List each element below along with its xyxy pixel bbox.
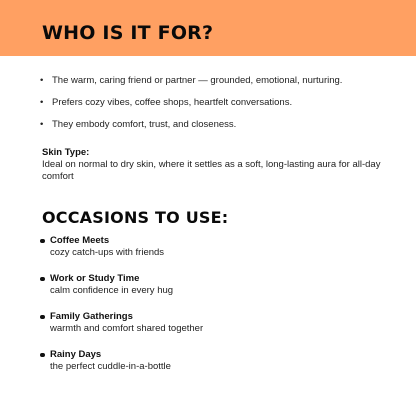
audience-item-text: Prefers cozy vibes, coffee shops, heartfelt conversations. — [52, 97, 293, 108]
audience-item-text: The warm, caring friend or partner — grounded, emotional, nurturing. — [52, 75, 343, 86]
bullet-dot-icon — [40, 315, 45, 320]
list-item — [40, 75, 380, 87]
bullet-icon: • — [40, 75, 44, 86]
bullet-icon: • — [40, 119, 44, 130]
occasion-description: calm confidence in every hug — [50, 285, 174, 296]
bullet-dot-icon — [40, 353, 45, 358]
occasion-name: Work or Study Time — [50, 273, 140, 284]
occasion-item — [40, 349, 380, 373]
occasion-item — [40, 235, 380, 259]
skin-type-description: Ideal on normal to dry skin, where it settles as a soft, long-lasting aura for all-day comfort — [42, 159, 381, 182]
occasion-item — [40, 273, 380, 297]
occasions-title: OCCASIONS TO USE: — [42, 208, 229, 227]
occasion-description: cozy catch-ups with friends — [50, 247, 165, 258]
list-item — [40, 97, 380, 109]
occasion-name: Family Gatherings — [50, 311, 133, 322]
occasion-item — [40, 311, 380, 335]
skin-type-section — [42, 147, 382, 183]
occasions-list — [40, 235, 380, 387]
audience-item-text: They embody comfort, trust, and closeness. — [52, 119, 237, 130]
page-title: WHO IS IT FOR? — [42, 22, 214, 44]
bullet-icon: • — [40, 97, 44, 108]
audience-list — [40, 75, 380, 141]
occasion-name: Coffee Meets — [50, 235, 110, 246]
occasion-description: warmth and comfort shared together — [50, 323, 204, 334]
occasion-name: Rainy Days — [50, 349, 102, 360]
list-item — [40, 119, 380, 131]
skin-type-label: Skin Type: — [42, 147, 90, 158]
bullet-dot-icon — [40, 239, 45, 244]
occasion-description: the perfect cuddle-in-a-bottle — [50, 361, 171, 372]
bullet-dot-icon — [40, 277, 45, 282]
